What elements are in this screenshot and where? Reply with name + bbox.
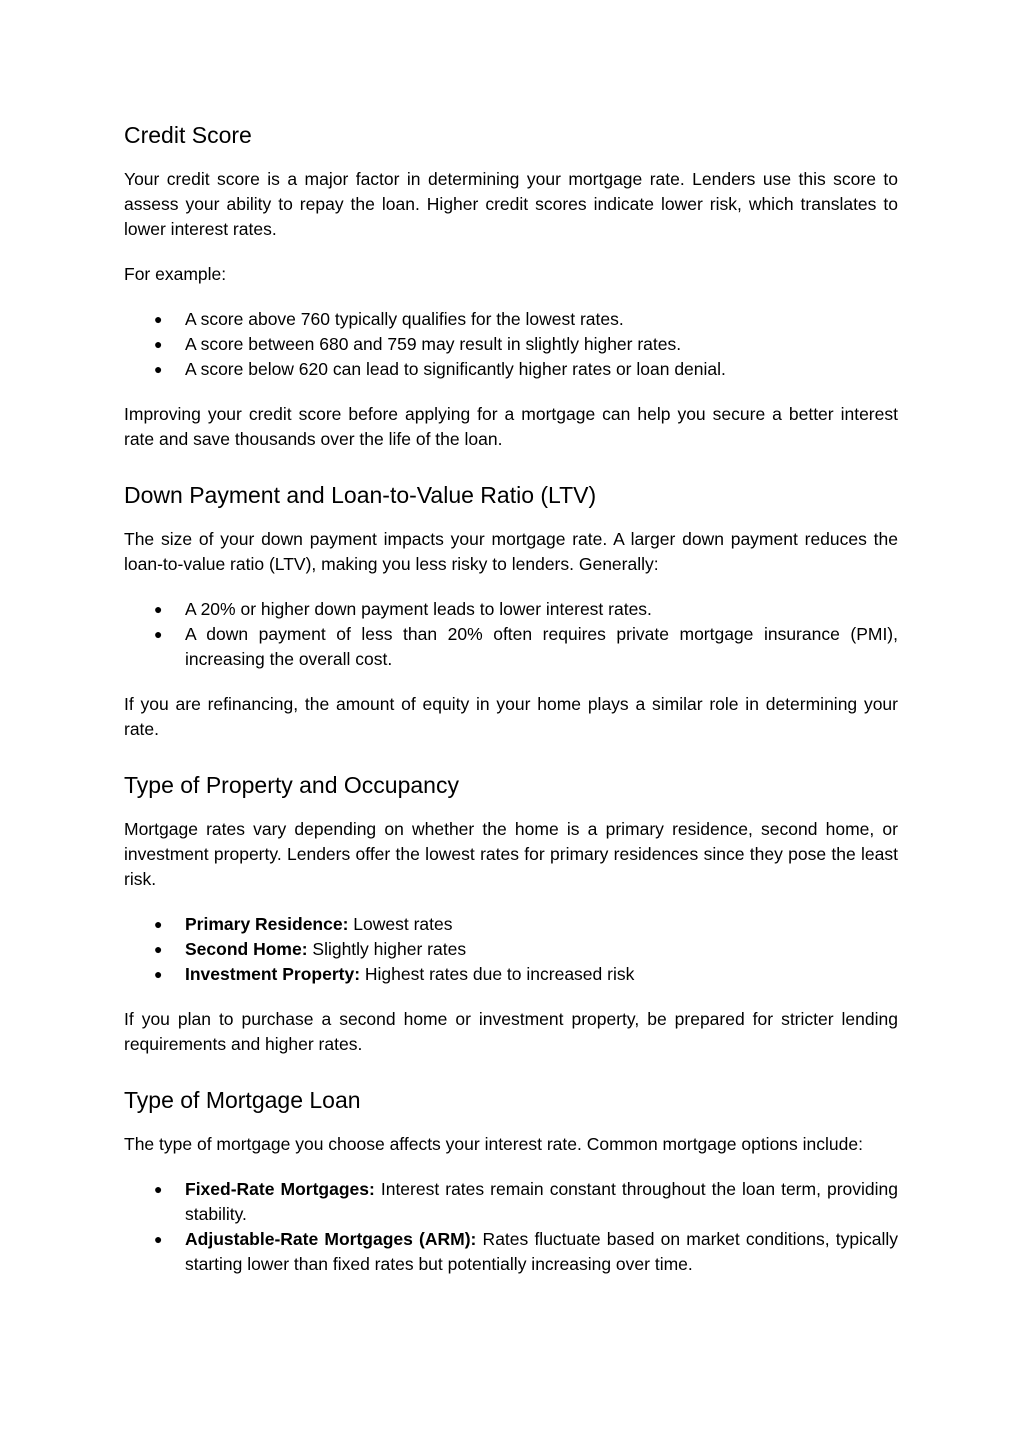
list-item [124,622,898,672]
list-item [124,962,898,987]
bullet-icon: ● [154,311,163,327]
list-item [124,1227,898,1277]
list-item [124,597,898,622]
down-payment-list [124,597,898,672]
property-type-list [124,912,898,987]
section-heading-down-payment: Down Payment and Loan-to-Value Ratio (LTV) [124,482,597,508]
list-item-text: A down payment of less than 20% often requires private mortgage insurance (PMI), increasing the overall cost. [185,624,898,669]
list-item-term: Primary Residence: [185,914,349,934]
list-item-text: A score between 680 and 759 may result in slightly higher rates. [185,334,682,354]
list-item-text: Lowest rates [348,914,453,934]
list-item-term: Investment Property: [185,964,361,984]
list-item [124,912,898,937]
bullet-icon: ● [154,1231,163,1247]
bullet-icon: ● [154,361,163,377]
section-heading-property-type: Type of Property and Occupancy [124,772,459,798]
list-item [124,1177,898,1227]
list-item [124,937,898,962]
list-item-text: Highest rates due to increased risk [360,964,635,984]
list-item [124,307,898,332]
down-payment-outro: If you are refinancing, the amount of equity in your home plays a similar role in determining your rate. [124,694,898,739]
list-item-term: Adjustable-Rate Mortgages (ARM): [185,1229,477,1249]
bullet-icon: ● [154,1181,163,1197]
section-heading-mortgage-type: Type of Mortgage Loan [124,1087,361,1113]
mortgage-type-list [124,1177,898,1277]
bullet-icon: ● [154,966,163,982]
credit-score-lead: For example: [124,264,227,284]
list-item-text: Slightly higher rates [307,939,467,959]
list-item [124,357,898,382]
bullet-icon: ● [154,916,163,932]
credit-score-intro: Your credit score is a major factor in determining your mortgage rate. Lenders use this score to assess your ability to repay the loan. Higher credit scores indicate lower risk, which translates to lower interest rates. [124,169,898,239]
mortgage-type-intro: The type of mortgage you choose affects your interest rate. Common mortgage options include: [124,1134,863,1154]
bullet-icon: ● [154,336,163,352]
property-type-outro: If you plan to purchase a second home or investment property, be prepared for stricter lending requirements and higher rates. [124,1009,898,1054]
section-heading-credit-score: Credit Score [124,122,252,148]
list-item-text: A score below 620 can lead to significantly higher rates or loan denial. [185,359,726,379]
bullet-icon: ● [154,941,163,957]
list-item-term: Fixed-Rate Mortgages: [185,1179,375,1199]
credit-score-outro: Improving your credit score before applying for a mortgage can help you secure a better interest rate and save thousands over the life of the loan. [124,404,898,449]
bullet-icon: ● [154,626,163,642]
list-item-text: Interest rates remain constant throughout the loan term, providing stability. [185,1179,898,1224]
list-item-text: A 20% or higher down payment leads to lower interest rates. [185,599,652,619]
list-item-term: Second Home: [185,939,308,959]
property-type-intro: Mortgage rates vary depending on whether the home is a primary residence, second home, or investment property. Lenders offer the lowest rates for primary residences since they pose the least risk. [124,819,898,889]
bullet-icon: ● [154,601,163,617]
list-item-text: Rates fluctuate based on market conditions, typically starting lower than fixed rates but potentially increasing over time. [185,1229,898,1274]
list-item-text: A score above 760 typically qualifies for the lowest rates. [185,309,624,329]
document-page [124,120,898,1297]
credit-score-list [124,307,898,382]
down-payment-intro: The size of your down payment impacts your mortgage rate. A larger down payment reduces the loan-to-value ratio (LTV), making you less risky to lenders. Generally: [124,529,898,574]
list-item [124,332,898,357]
